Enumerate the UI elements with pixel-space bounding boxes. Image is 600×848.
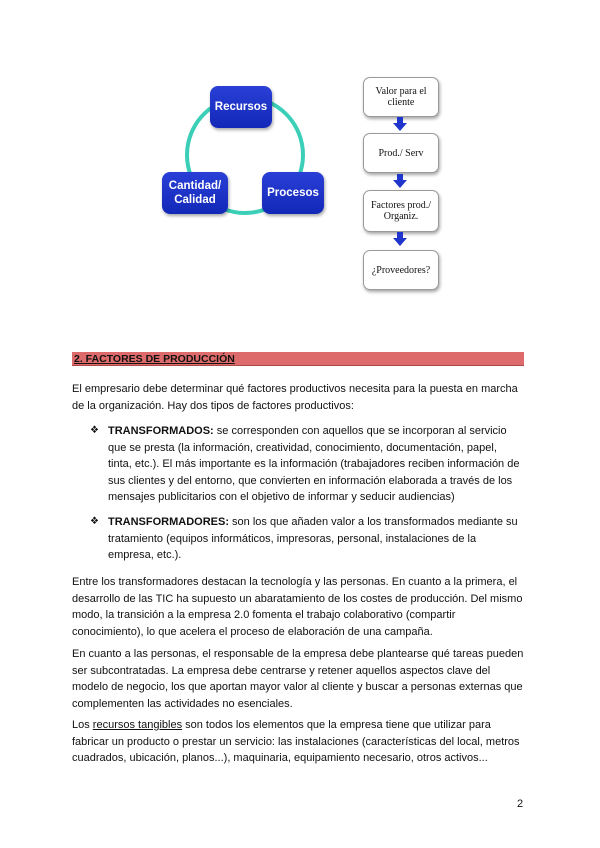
down-arrow-icon xyxy=(393,232,407,246)
page-number: 2 xyxy=(517,798,524,810)
flow-step-prod-serv: Prod./ Serv xyxy=(363,133,439,173)
intro-paragraph: El empresario debe determinar qué factores productivos necesita para la puesta en marcha de la organización. Hay dos tipos de factores productivos: xyxy=(72,383,518,412)
diamond-bullet-icon: ❖ xyxy=(90,516,99,527)
down-arrow-icon xyxy=(393,117,407,131)
bullet-transformadores xyxy=(90,514,520,564)
bullet-term: TRANSFORMADORES: xyxy=(108,516,229,528)
bullet-text: se corresponden con aquellos que se incorporan al servicio que se presta (la información, creatividad, conocimiento, documentación, papel, tinta, etc.). El más importante es la información (trabajadores reciben información de sus clientes y del entorno, que convierten en información elaborada a través de los mensajes publicitarios con el objetivo de informar y seducir audiencias) xyxy=(108,425,520,503)
flow-step-proveedores: ¿Proveedores? xyxy=(363,250,439,290)
resources-pre: Los xyxy=(72,719,93,731)
flow-step-factores: Factores prod./ Organiz. xyxy=(363,190,439,232)
cycle-node-cantidad-calidad: Cantidad/ Calidad xyxy=(162,172,228,214)
flow-step-valor: Valor para el cliente xyxy=(363,77,439,117)
technology-paragraph: Entre los transformadores destacan la tecnología y las personas. En cuanto a la primera, el desarrollo de las TIC ha supuesto un abaratamiento de los costes de producción. Del mismo modo, la transición a la empresa 2.0 fomenta el trabajo colaborativo (compartir conocimiento), lo que acelera el proceso de elaboración de una campaña. xyxy=(72,576,523,638)
people-paragraph: En cuanto a las personas, el responsable de la empresa debe plantearse qué tareas pueden ser subcontratadas. La empresa debe centrarse y retener aquellos aspectos clave del modelo de negocio, los que aportan mayor valor al cliente y buscar a personas externas que complementen las actividades no esenciales. xyxy=(72,648,524,710)
bullet-term: TRANSFORMADOS: xyxy=(108,425,214,437)
cycle-node-recursos: Recursos xyxy=(210,86,272,128)
bullet-text: son los que añaden valor a los transformados mediante su tratamiento (equipos informáticos, impresoras, personal, instalaciones de la empresa, etc.). xyxy=(108,516,518,561)
diamond-bullet-icon: ❖ xyxy=(90,425,99,436)
cycle-node-procesos: Procesos xyxy=(262,172,324,214)
bullet-transformados xyxy=(90,423,520,506)
section-heading-text: 2. FACTORES DE PRODUCCIÓN xyxy=(74,353,235,365)
resources-post: son todos los elementos que la empresa tiene que utilizar para fabricar un producto o prestar un servicio: las instalaciones (características del local, metros cuadrados, ubicación, planos...), maquinaria, equipamiento necesario, otros activos... xyxy=(72,719,520,764)
down-arrow-icon xyxy=(393,174,407,188)
resources-term: recursos tangibles xyxy=(92,719,183,731)
section-heading xyxy=(72,352,524,366)
resources-paragraph xyxy=(72,717,527,767)
